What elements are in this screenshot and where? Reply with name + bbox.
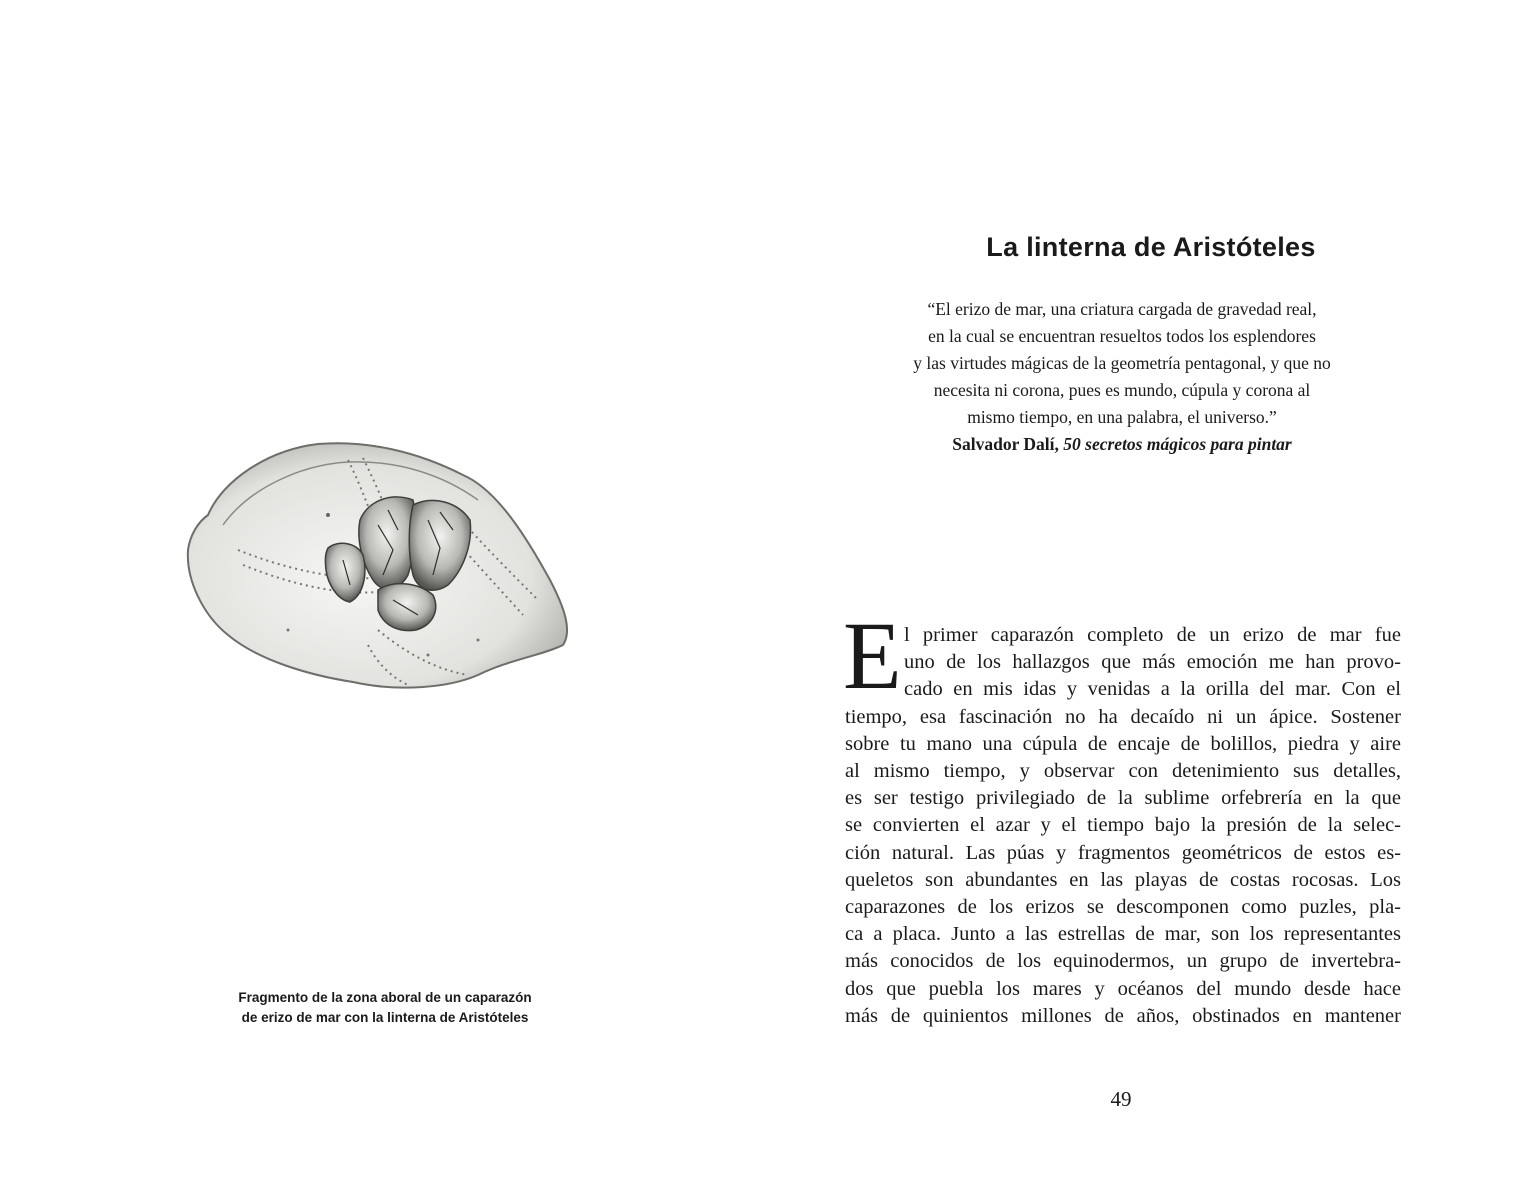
body-line: ción natural. Las púas y fragmentos geométricos de estos es- <box>845 841 1401 864</box>
drop-cap: E <box>843 602 902 709</box>
body-line: más conocidos de los equinodermos, un grupo de invertebra- <box>845 950 1401 973</box>
epigraph-line: en la cual se encuentran resueltos todos los esplendores <box>928 326 1316 346</box>
epigraph-attribution <box>827 431 1417 458</box>
epigraph-line: mismo tiempo, en una palabra, el universo.” <box>967 407 1277 427</box>
body-line: al mismo tiempo, y observar con detenimiento sus detalles, <box>845 760 1401 783</box>
epigraph-line: necesita ni corona, pues es mundo, cúpula y corona al <box>933 380 1311 400</box>
caption-line: de erizo de mar con la linterna de Aristóteles <box>241 1010 529 1025</box>
right-page <box>767 0 1535 1181</box>
body-line: caparazones de los erizos se descomponen como puzles, pla- <box>845 896 1401 919</box>
figure-caption <box>170 988 600 1028</box>
body-line: se convierten el azar y el tiempo bajo la presión de la selec- <box>845 814 1401 837</box>
body-line: dos que puebla los mares y océanos del mundo desde hace <box>845 977 1401 1000</box>
body-line: l primer caparazón completo de un erizo de mar fue <box>904 624 1401 646</box>
body-line: tiempo, esa fascinación no ha decaído ni un ápice. Sostener <box>845 705 1401 728</box>
body-line: cado en mis idas y venidas a la orilla del mar. Con el <box>904 678 1401 701</box>
epigraph <box>827 296 1417 458</box>
body-line: queletos son abundantes en las playas de costas rocosas. Los <box>845 868 1401 891</box>
body-line: más de quinientos millones de años, obstinados en mantener <box>845 1004 1401 1027</box>
body-paragraph <box>843 602 1401 1030</box>
caption-line: Fragmento de la zona aboral de un caparazón <box>238 990 532 1005</box>
epigraph-line: y las virtudes mágicas de la geometría pentagonal, y que no <box>913 353 1331 373</box>
body-line: ca a placa. Junto a las estrellas de mar, son los representantes <box>845 923 1401 946</box>
page-number: 49 <box>1110 1087 1132 1111</box>
left-page <box>0 0 767 1181</box>
epigraph-line: “El erizo de mar, una criatura cargada de gravedad real, <box>927 299 1317 319</box>
body-line: uno de los hallazgos que más emoción me han provo- <box>904 651 1401 674</box>
epigraph-work: 50 secretos mágicos para pintar <box>1063 434 1292 454</box>
body-line: sobre tu mano una cúpula de encaje de bolillos, piedra y aire <box>845 732 1401 755</box>
body-line: es ser testigo privilegiado de la sublime orfebrería en la que <box>845 787 1401 810</box>
sea-urchin-illustration <box>178 430 588 700</box>
chapter-title: La linterna de Aristóteles <box>986 232 1316 262</box>
epigraph-author: Salvador Dalí, <box>952 434 1059 454</box>
